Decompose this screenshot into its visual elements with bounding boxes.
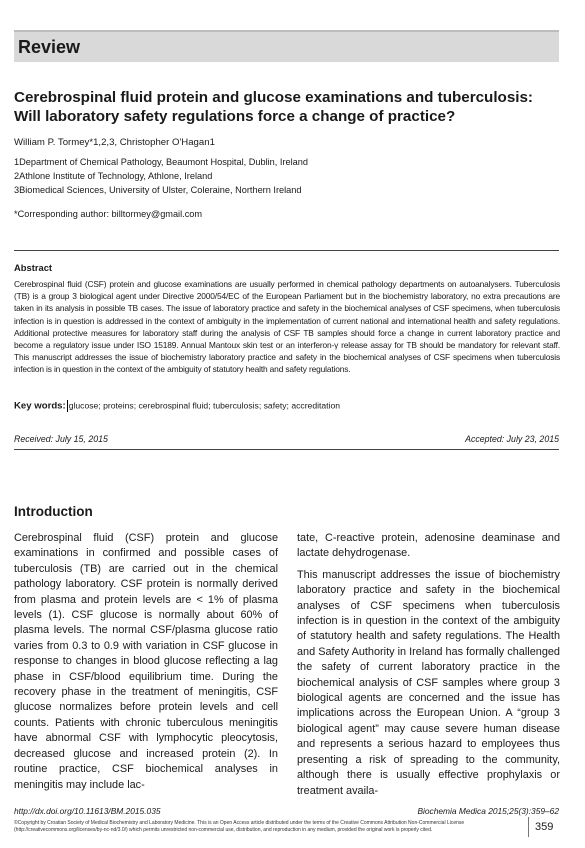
section-label: Review [18, 37, 81, 57]
introduction-heading: Introduction [14, 504, 93, 519]
page-number: 359 [528, 817, 553, 837]
keywords-label: Key words: [14, 400, 66, 412]
copyright-notice: ©Copyright by Croatian Society of Medical Biochemistry and Laboratory Medicine. This is an Open Access article distributed under the terms of the Creative Commons Attribution Non-Commercial License (http://creativecommons.org/licenses/by-nc-nd/3.0/) which permits unrestricted non-commercial use, distribution, and reproduction in any medium, provided the original work is properly cited. [14, 820, 465, 833]
section-header [14, 30, 559, 62]
accepted-date: Accepted: July 23, 2015 [465, 434, 559, 444]
title-line-2: Will laboratory safety regulations force a change of practice? [14, 108, 456, 125]
intro-paragraph-1-cont: tate, C-reactive protein, adenosine deaminase and lactate dehydrogenase. [297, 532, 560, 560]
journal-citation: Biochemia Medica 2015;25(3):359–62 [417, 806, 559, 816]
intro-paragraph-2: This manuscript addresses the issue of biochemistry laboratory practice and safety in the biochemical analyses of CSF specimens when tuberculosis infection is in question in the context of the ambiguity of statutory health and safety regulations. The Health and Safety Authority in Ireland has formally challenged the safety of current laboratory practice in the biochemical analysis of CSF samples where group 3 biological agents are concerned and the issue has implications across the European Union. A “group 3 biological agent” may cause severe human disease and represents a serious hazard to employees thus presenting a risk of spreading to the community, although there is usually effective prophylaxis or treatment availa- [297, 568, 560, 797]
doi-link[interactable]: http://dx.doi.org/10.11613/BM.2015.035 [14, 806, 161, 816]
abstract-heading: Abstract [14, 262, 53, 273]
affiliation-3: 3Biomedical Sciences, University of Ulster, Coleraine, Northern Ireland [14, 185, 302, 195]
column-left [14, 531, 278, 799]
article-title [14, 88, 562, 126]
keywords [14, 400, 340, 412]
received-date: Received: July 15, 2015 [14, 434, 108, 444]
keywords-list: glucose; proteins; cerebrospinal fluid; tuberculosis; safety; accreditation [68, 400, 341, 411]
title-line-1: Cerebrospinal fluid protein and glucose examinations and tuberculosis: [14, 89, 533, 106]
intro-paragraph-1: Cerebrospinal fluid (CSF) protein and glucose examinations in confirmed and possible cases of tuberculosis (TB) are carried out in the chemical pathology laboratory. CSF protein is normally derived from plasma and protein levels are < 1% of plasma levels (1). CSF glucose is normally about 60% of plasma levels. The normal CSF/plasma glucose ratio varies from 0.3 to 0.9 with variation in CSF glucose in response to changes in blood glucose reflecting a lag phase in CSF/blood equilibrium time. During the recovery phase in the treatment of meningitis, CSF glucose normalizes before protein levels and cell counts. Patients with chronic tuberculous meningitis have abnormal CSF with lymphocytic pleocytosis, decreased glucose and increased protein (2). In routine practice, CSF biochemical analyses in meningitis may include lac- [14, 532, 278, 791]
column-right [297, 531, 560, 805]
authors: William P. Tormey*1,2,3, Christopher O'Hagan1 [14, 137, 215, 148]
affiliation-2: 2Athlone Institute of Technology, Athlone, Ireland [14, 171, 213, 181]
divider-top [14, 250, 559, 251]
affiliation-1: 1Department of Chemical Pathology, Beaumont Hospital, Dublin, Ireland [14, 157, 308, 167]
divider-bottom [14, 449, 559, 450]
corresponding-author: *Corresponding author: billtormey@gmail.com [14, 209, 203, 219]
keywords-separator [67, 400, 68, 412]
abstract-text: Cerebrospinal fluid (CSF) protein and glucose examinations are usually performed in chemical pathology departments on autoanalysers. Tuberculosis (TB) is a group 3 biological agent under Directive 2000/54/EC of the European Parliament but in the biochemistry laboratory, no extra precautions are taken in its analysis in possible TB cases. The issue of laboratory practice and safety in the biochemical analyses of CSF specimens, when tuberculosis infection is in question is addressed in the context of ambiguity in the implementation of current national and international health and safety regulations. Additional protective measures for laboratory staff during the analysis of CSF TB samples should force a change in current laboratory practice and become a regulatory issue under ISO 15189. Annual Mantoux skin test or an interferon-γ release assay for TB should be mandatory for relevant staff. This manuscript addresses the issue of biochemistry laboratory practice and safety in the biochemical analyses of CSF specimens when tuberculosis infection is in question in the context of the ambiguity of statutory health and safety regulations. [14, 279, 560, 375]
